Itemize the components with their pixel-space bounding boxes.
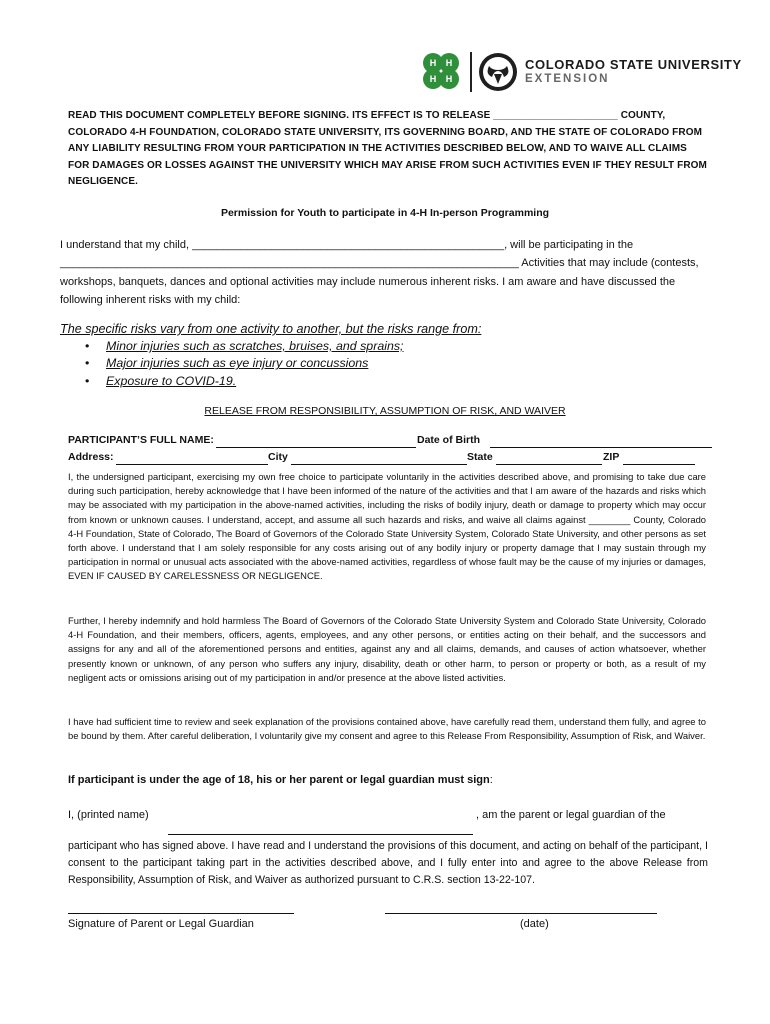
address-label: Address: <box>68 451 114 463</box>
bullet-icon: • <box>85 339 90 353</box>
risk-item-label: Exposure to COVID-19. <box>106 373 237 388</box>
city-field[interactable] <box>291 464 467 465</box>
svg-text:H: H <box>445 74 453 84</box>
zip-field[interactable] <box>623 464 695 465</box>
city-label: City <box>268 451 288 463</box>
permission-title: Permission for Youth to participate in 4-H In-person Programming <box>220 207 550 219</box>
csu-ram-icon <box>478 52 518 92</box>
parent-consent-paragraph: participant who has signed above. I have read and I understand the provisions of this document, and acting on behalf of the participant, I consent to the participant taking part in the activities described above, and I fully enter into and agree to the above Release from Responsibility, Assumption of Risk, and Waiver as authorized pursuant to C.R.S. section 13-22-107. <box>68 840 708 886</box>
parent-of-label: , am the parent or legal guardian of the <box>476 809 666 821</box>
signature-field[interactable] <box>68 913 294 914</box>
risk-item-label: Minor injuries such as scratches, bruises, and sprains; <box>106 339 404 353</box>
list-item <box>60 373 404 390</box>
release-warning: READ THIS DOCUMENT COMPLETELY BEFORE SIGNING. ITS EFFECT IS TO RELEASE ______________________ COUNTY, COLORADO 4-H FOUNDATION, COLORADO STATE UNIVERSITY, ITS GOVERNING BOARD, AND THE STATE OF COLORADO FROM ANY LIABILITY RESULTING FROM YOUR PARTICIPATION IN THE ACTIVITIES DESCRIBED BELOW, AND TO WAIVE ALL CLAIMS FOR DAMAGES OR LOSSES AGAINST THE UNIVERSITY WHICH MAY ARISE FROM SUCH ACTIVITIES EVEN IF THEY RESULT FROM NEGLIGENCE. <box>68 110 707 188</box>
minor-heading <box>68 774 493 786</box>
four-h-clover-logo <box>418 50 464 94</box>
risk-item-label: Major injuries such as eye injury or concussions <box>106 356 369 371</box>
svg-text:H: H <box>445 58 453 68</box>
release-title: RELEASE FROM RESPONSIBILITY, ASSUMPTION OF RISK, AND WAIVER <box>204 405 566 417</box>
intro-paragraph: I understand that my child, ___________________________________________________, will be participating in the ___________________________________________________________________________ Activities that may include (contests, workshops, banquets, dances and optional activities may include numerous inherent risks. I am aware and have discussed the following inherent risks with my child: <box>60 239 699 307</box>
indemnify-paragraph: Further, I hereby indemnify and hold harmless The Board of Governors of the Colorado State University System and Colorado State University, Colorado 4-H Foundation, and their members, officers, agents, employees, and any other persons, or entities acting on their behalf, and the successors and assigns for any and all of the aforementioned persons and entities, against any and all claims, demands, and causes of action whatsoever, whether presently known or unknown, of any person who suffers any injury, disability, death or other harm, to person or property or both, as a result of my negligent acts or omissions arising out of my participation in and/or presence at the above listed activities. <box>68 615 706 683</box>
address-field[interactable] <box>116 464 268 465</box>
list-item <box>60 355 404 372</box>
consent-paragraph: I have had sufficient time to review and seek explanation of the provisions contained above, have carefully read them, understand them fully, and agree to be bound by them. After careful deliberation, I voluntarily give my consent and agree to this Release From Responsibility, Assumption of Risk, and Waiver. <box>68 716 706 742</box>
zip-label: ZIP <box>603 451 620 463</box>
list-item <box>60 338 404 355</box>
extension-label: EXTENSION <box>525 73 610 85</box>
university-name: COLORADO STATE UNIVERSITY <box>525 57 742 72</box>
dob-field[interactable] <box>490 447 712 448</box>
minor-heading-text: If participant is under the age of 18, his or her parent or legal guardian must sign <box>68 774 490 786</box>
bullet-icon: • <box>85 356 90 371</box>
date-label: (date) <box>520 918 549 930</box>
printed-name-field[interactable] <box>168 834 473 835</box>
svg-text:H: H <box>429 74 437 84</box>
printed-name-label: I, (printed name) <box>68 809 149 821</box>
signature-label: Signature of Parent or Legal Guardian <box>68 918 254 930</box>
risks-list <box>60 338 404 390</box>
state-label: State <box>467 451 493 463</box>
state-field[interactable] <box>496 464 602 465</box>
full-name-label: PARTICIPANT’S FULL NAME: <box>68 434 214 446</box>
minor-heading-colon: : <box>489 774 493 786</box>
full-name-field[interactable] <box>216 447 416 448</box>
logo-divider <box>470 52 472 92</box>
svg-text:H: H <box>429 58 437 68</box>
dob-label: Date of Birth <box>417 434 480 446</box>
risks-heading: The specific risks vary from one activity to another, but the risks range from: <box>60 322 482 336</box>
date-field[interactable] <box>385 913 657 914</box>
release-paragraph: I, the undersigned participant, exercising my own free choice to participate voluntarily in the activities described above, and promising to take due care during such participation, hereby acknowledge that I have been informed of the nature of the activities and that I am aware of the hazards and risks which may be associated with my participation in the above-named activities, including the risks of bodily injury, death or damage to property which may occur from known or unknown causes. I understand, accept, and assume all such hazards and risks, and waive all claims against ________ County, Colorado 4-H Foundation, State of Colorado, The Board of Governors of the Colorado State University System, Colorado State University, and other persons as set forth above. I understand that I am solely responsible for any costs arising out of any bodily injury or property damage that I may sustain through my participation in normal or unusual acts associated with the above-named activities, regardless of whose fault may be the cause of my injuries or damages, EVEN IF CAUSED BY CARELESSNESS OR NEGLIGENCE. <box>68 471 706 582</box>
bullet-icon: • <box>85 373 90 388</box>
